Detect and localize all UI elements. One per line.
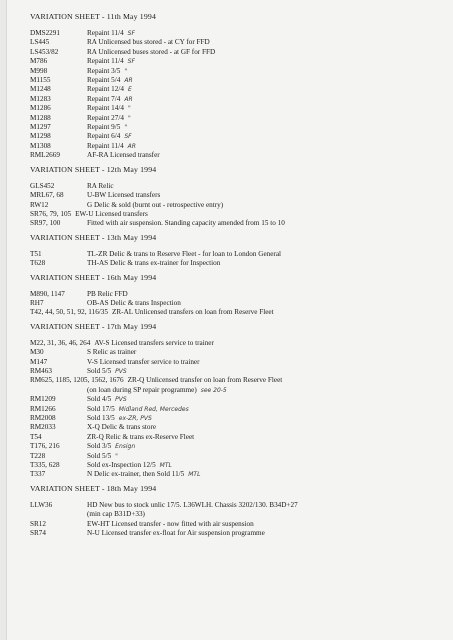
variation-sheet-section [30,12,445,161]
entry-description [87,76,445,85]
vehicle-code: MRL67, 68 [30,191,64,200]
handwritten-note: SF [127,30,135,37]
entry-description [87,348,445,357]
entry-description [87,442,445,451]
entry-text: Sold 5/5 [87,451,112,460]
entry-text: X-Q Delic & trans store [87,423,157,432]
entry-text: RA Unlicensed bus stored - at CY for FFD [87,38,210,47]
section-heading: VARIATION SHEET - 17th May 1994 [30,321,157,331]
handwritten-note: " [124,67,128,75]
entry-text: PB Relic FFD [87,289,128,298]
entry-description [87,405,445,414]
entry-text: Repaint 11/4 [87,57,124,66]
entry-text: G Delic & sold (burnt out - retrospective entry) [87,200,224,209]
entry-description [87,151,445,160]
entry-text: Sold 13/5 [87,414,115,422]
section-heading: VARIATION SHEET - 18th May 1994 [30,483,157,493]
vehicle-code: RM2033 [30,423,56,432]
entry-text: S Relic as trainer [87,348,137,357]
entry-text: RA Relic [87,181,114,190]
vehicle-code: T51 [30,249,42,258]
handwritten-note: SF [127,58,135,66]
vehicle-code: RML2669 [30,151,60,160]
vehicle-code: RM463 [30,366,52,375]
vehicle-code: SR12 [30,519,46,528]
entry-description [87,182,445,191]
entry-text: N-U Licensed transfer ex-float for Air suspension programme [87,529,265,538]
handwritten-note: " [127,114,131,122]
handwritten-note: SF [124,133,132,141]
entry-row [30,95,445,104]
entry-description [87,123,445,132]
entry-description [87,529,445,538]
vehicle-code: T628 [30,259,46,268]
entry-description [87,201,445,210]
handwritten-note: Midland Red, Mercedes [118,405,189,413]
entry-text: Sold ex-Inspection 12/5 [87,461,156,470]
entry-description [87,132,445,141]
section-heading: VARIATION SHEET - 13th May 1994 [30,232,157,242]
entry-text: Repaint 11/4 [87,29,124,37]
entry-row [30,405,445,414]
entry-description [128,376,445,385]
vehicle-code: T54 [30,432,42,441]
entry-row [30,348,445,357]
entry-row [30,250,445,259]
entry-row [30,367,445,376]
entry-row [30,423,445,432]
entry-text: Sold 5/5 [87,366,112,375]
entry-text: TH-AS Delic & trans ex-trainer for Inspection [87,259,221,268]
entry-text: Repaint 9/5 [87,123,121,132]
vehicle-code: M1298 [30,132,51,141]
vehicle-code: RM1266 [30,404,56,413]
entry-row [30,461,445,470]
vehicle-code: RW12 [30,200,49,209]
entry-text: Repaint 7/4 [87,94,121,103]
entry-row [30,395,445,404]
vehicle-code [30,386,87,395]
handwritten-note: PVS [115,396,127,404]
entry-description [87,57,445,66]
entry-description [87,219,445,228]
entry-text: Repaint 12/4 [87,85,124,94]
entry-text: Repaint 11/4 [87,141,124,150]
entry-description [87,414,445,423]
entry-text: RA Unlicensed buses stored - at GF for FFD [87,47,216,56]
section-heading: VARIATION SHEET - 11th May 1994 [30,12,157,21]
entry-row [30,57,445,66]
entry-row [30,132,445,141]
entry-text: U-BW Licensed transfers [87,191,161,200]
vehicle-code: RM2008 [30,414,56,422]
vehicle-code: LS445 [30,38,50,47]
handwritten-note: MTL [159,462,172,470]
vehicle-code: M1155 [30,76,51,85]
entry-row [30,339,445,348]
entry-row [30,299,445,308]
entry-row [30,470,445,479]
entry-text: TL-ZR Delic & trans to Reserve Fleet - for loan to London General [87,249,282,258]
vehicle-code: M22, 31, 36, 46, 264 [30,338,91,347]
vehicle-code: M147 [30,357,48,366]
entry-text: Fitted with air suspension. Standing capacity amended from 15 to 10 [87,219,285,228]
entry-text: Repaint 3/5 [87,66,121,75]
handwritten-note: E [127,86,132,94]
entry-description [87,259,445,268]
handwritten-note: MTL [188,471,201,479]
entry-text: Repaint 6/4 [87,132,121,141]
entry-row [30,182,445,191]
entry-text: OB-AS Delic & trans Inspection [87,298,181,307]
entry-text: AF-RA Licensed transfer [87,151,160,160]
vehicle-code: T335, 628 [30,461,60,470]
vehicle-code: M998 [30,66,48,75]
entry-description [87,104,445,113]
vehicle-code: SR74 [30,529,46,538]
entry-text: ZR-Q Unlicensed transfer on loan from Reserve Fleet [127,376,283,385]
entry-description [87,114,445,123]
entry-row [30,210,445,219]
vehicle-code: M30 [30,348,44,357]
vehicle-code: DMS2291 [30,29,60,37]
entry-row [30,501,445,510]
handwritten-note: " [124,124,128,132]
entry-description [87,48,445,57]
vehicle-code: T228 [30,451,46,460]
vehicle-code: RM625, 1185, 1205, 1562, 1676 [30,376,124,385]
entry-row [30,114,445,123]
vehicle-code: T42, 44, 50, 51, 92, 116/35 [30,308,108,317]
entry-description [87,386,445,395]
vehicle-code: T337 [30,470,46,479]
entry-description [87,250,445,259]
vehicle-code: M890, 1147 [30,289,65,298]
variation-sheet-section [30,484,445,539]
entry-row [30,433,445,442]
entry-description [87,501,445,510]
entry-row [30,201,445,210]
entry-row [30,67,445,76]
entry-description [87,358,445,367]
entry-row [30,142,445,151]
entry-description [87,470,445,479]
entry-row [30,386,445,395]
entry-description [87,142,445,151]
entry-description [87,299,445,308]
vehicle-code: M1248 [30,85,51,94]
entry-description [87,433,445,442]
vehicle-code: RH7 [30,298,44,307]
entry-row [30,151,445,160]
entry-row [30,104,445,113]
entry-description [87,67,445,76]
handwritten-note: ex-ZR, PVS [118,415,152,422]
vehicle-code: SR97, 100 [30,219,61,228]
entry-row [30,529,445,538]
entry-text: (min cap B31D+33) [87,510,145,519]
handwritten-note: PVS [115,367,127,375]
vehicle-code: M1308 [30,141,51,150]
entry-text: Repaint 27/4 [87,113,124,122]
entry-text: Repaint 14/4 [87,104,124,113]
entry-row [30,452,445,461]
entry-description [87,395,445,404]
handwritten-note: AR [124,95,133,103]
entry-row [30,76,445,85]
entry-text: ZR-Q Relic & trans ex-Reserve Fleet [87,432,195,441]
variation-sheet-section [30,273,445,318]
entry-text: AV-S Licensed transfers service to trainer [94,338,214,347]
entry-row [30,358,445,367]
variation-sheet-section [30,322,445,480]
entry-description [87,452,445,461]
entry-description [87,423,445,432]
entry-row [30,376,445,385]
entry-text: EW-U Licensed transfers [75,209,148,218]
handwritten-note: AR [127,142,136,150]
entry-row [30,290,445,299]
vehicle-code [30,510,87,519]
entry-text: ZR-AL Unlicensed transfers on loan from Reserve Fleet [112,308,274,317]
handwritten-note: see 20-5 [200,386,227,394]
entry-row [30,29,445,38]
entry-row [30,191,445,200]
handwritten-note: " [127,105,131,113]
entry-row [30,219,445,228]
entry-description [87,290,445,299]
entry-row [30,38,445,47]
vehicle-code: M1297 [30,123,51,132]
vehicle-code: M1288 [30,113,51,122]
vehicle-code: M786 [30,57,48,66]
entry-description [87,461,445,470]
entry-text: Sold 3/5 [87,442,112,451]
entry-text: Sold 17/5 [87,404,115,413]
entry-row [30,308,445,317]
vehicle-code: RM1209 [30,395,56,404]
handwritten-note: Ensign [115,443,136,451]
entry-description [87,95,445,104]
entry-row [30,259,445,268]
entry-row [30,442,445,451]
entry-text: Sold 4/5 [87,395,112,404]
entry-description [75,210,445,219]
entry-description [87,367,445,376]
vehicle-code: M1286 [30,104,51,113]
vehicle-code: LS453/82 [30,47,59,56]
entry-row [30,414,445,423]
entry-description [87,85,445,94]
entry-text: HD New bus to stock unlic 17/5. L36WLH. Chassis 3202/130. B34D+27 [87,500,298,509]
variation-sheets [30,12,445,542]
variation-sheet-section [30,233,445,269]
entry-text: N Delic ex-trainer, then Sold 11/5 [87,470,185,479]
entry-description [87,510,445,519]
entry-description [87,29,445,38]
document-page [6,0,453,640]
entry-text: EW-HT Licensed transfer - now fitted with air suspension [87,519,254,528]
entry-description [87,191,445,200]
handwritten-note: " [115,452,118,460]
entry-text: (on loan during SP repair programme) [87,385,197,394]
section-heading: VARIATION SHEET - 12th May 1994 [30,164,157,174]
entry-description [87,520,445,529]
vehicle-code: SR76, 79, 105 [30,209,72,218]
vehicle-code: GLS452 [30,181,55,190]
vehicle-code: T176, 216 [30,442,60,451]
variation-sheet-section [30,165,445,229]
entry-row [30,85,445,94]
entry-description [94,339,445,348]
entry-row [30,123,445,132]
entry-description [87,38,445,47]
vehicle-code: M1283 [30,94,51,103]
entry-row [30,520,445,529]
section-heading: VARIATION SHEET - 16th May 1994 [30,272,157,282]
entry-row [30,510,445,519]
handwritten-note: AR [124,77,133,85]
vehicle-code: LLW36 [30,500,53,509]
entry-row [30,48,445,57]
entry-text: V-S Licensed transfer service to trainer [87,357,200,366]
entry-description [112,308,445,317]
entry-text: Repaint 5/4 [87,76,121,85]
